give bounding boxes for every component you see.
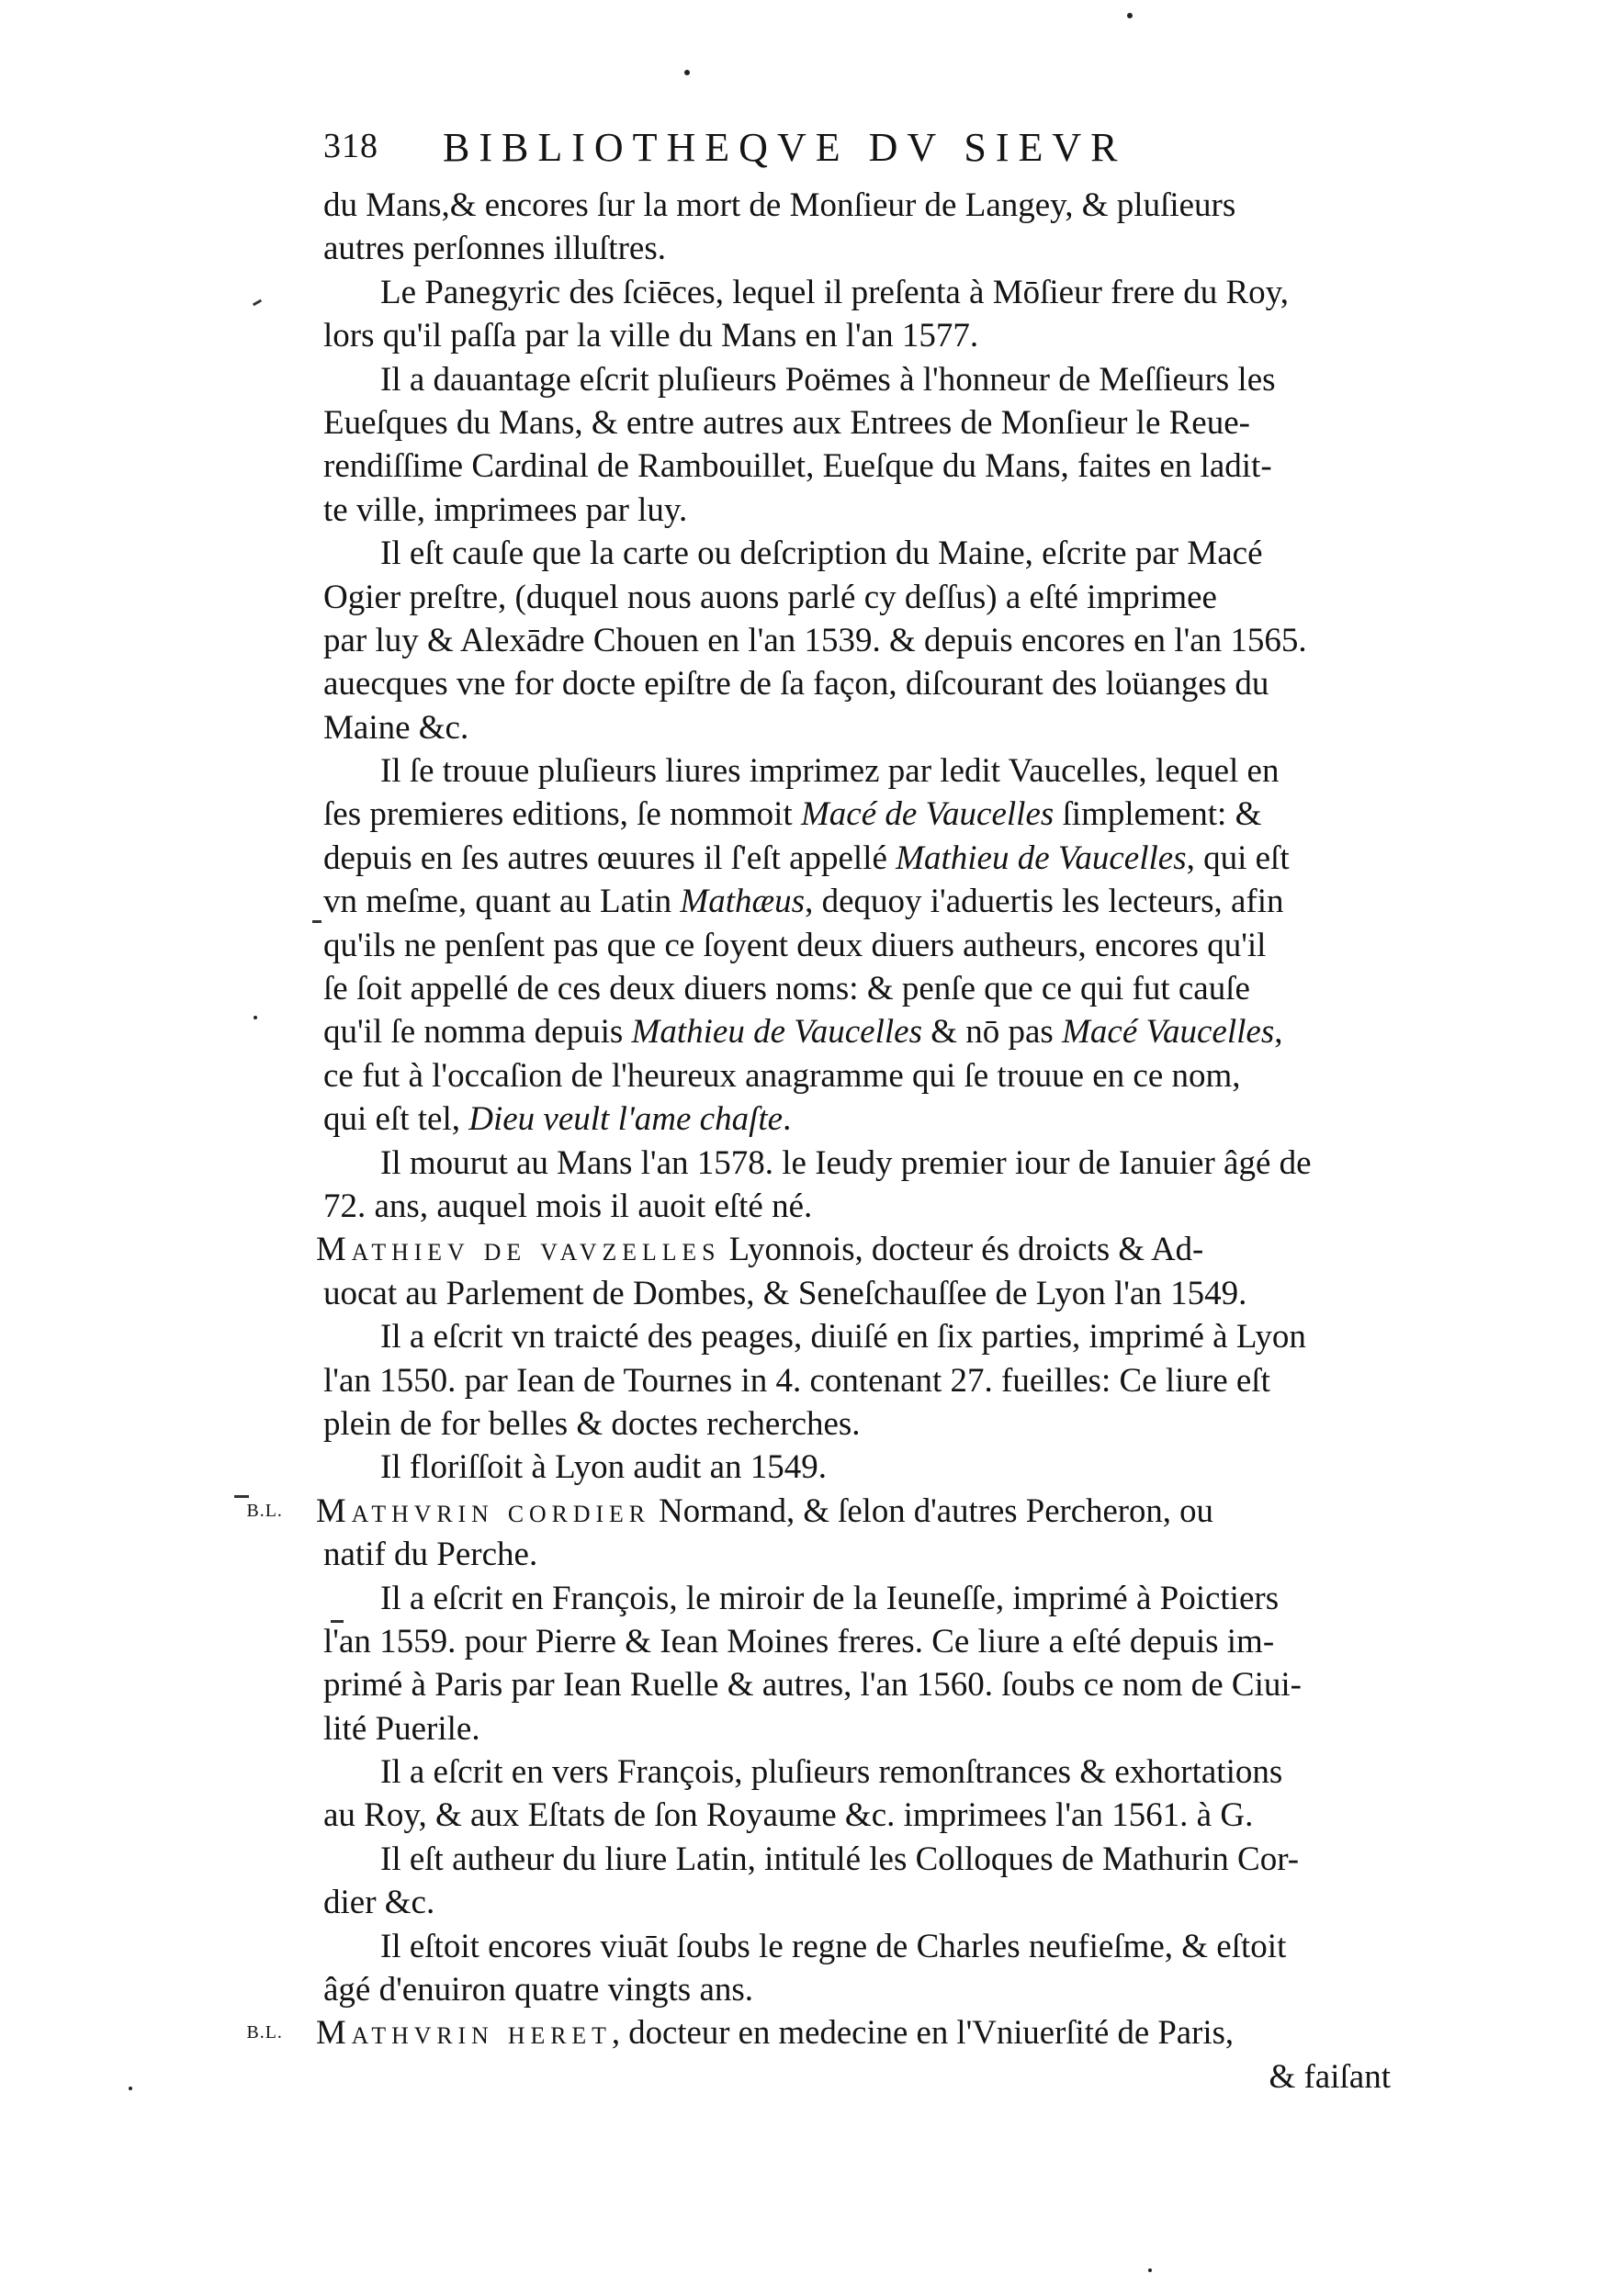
text-line: Il floriſſoit à Lyon audit an 1549. [380,1448,828,1487]
text-line: qui eſt tel, Dieu veult l'ame chaſte. [323,1100,792,1139]
text-line: Il a eſcrit vn traicté des peages, diuiſé en ſix parties, imprimé à Lyon [380,1318,1306,1356]
margin-marker: B.L. [246,1500,283,1521]
text-line: Il a eſcrit en François, le miroir de la Ieuneſſe, imprimé à Poictiers [380,1579,1280,1617]
text-line: dier &c. [323,1884,435,1922]
margin-marker: B.L. [246,2022,283,2043]
ink-speck [684,70,690,75]
running-head: BIBLIOTHEQVE DV SIEVR [443,125,1127,170]
margin-mark [234,1495,249,1498]
text-line: qu'il ſe nomma depuis Mathieu de Vaucelles & nō pas Macé Vaucelles, [323,1013,1283,1052]
text-line: Il eſt autheur du liure Latin, intitulé les Colloques de Mathurin Cor- [380,1840,1300,1878]
ink-speck [1148,2268,1152,2272]
text-line: ce fut à l'occaſion de l'heureux anagramme qui ſe trouue en ce nom, [323,1056,1241,1095]
text-line: plein de for belles & doctes recherches. [323,1404,861,1443]
text-line: primé à Paris par Iean Ruelle & autres, l'an 1560. ſoubs ce nom de Ciui- [323,1666,1302,1705]
text-line: âgé d'enuiron quatre vingts ans. [323,1971,754,2009]
text-line: Il a dauantage eſcrit pluſieurs Poëmes à l'honneur de Meſſieurs les [380,360,1276,399]
text-line: lors qu'il paſſa par la ville du Mans en l'an 1577. [323,317,979,355]
author-name: Mathvrin cordier [316,1491,650,1530]
ink-speck [254,1016,257,1019]
text-line: au Roy, & aux Eſtats de ſon Royaume &c. imprimees l'an 1561. à G. [323,1796,1254,1835]
ink-speck [129,2087,132,2090]
author-name: Mathvrin heret [316,2014,612,2053]
text-line: autres perſonnes illuſtres. [323,230,666,268]
text-line: Maine &c. [323,708,469,747]
entry-heading: B.L. Mathvrin heret, docteur en medecine en l'Vniuerſité de Paris, [316,2011,1427,2054]
text-line: rendiſſime Cardinal de Rambouillet, Eueſque du Mans, faites en ladit- [323,447,1272,486]
text-line: Il eſt cauſe que la carte ou deſcription du Maine, eſcrite par Macé [380,535,1263,573]
text-line: Le Panegyric des ſciēces, lequel il preſenta à Mōſieur frere du Roy, [380,273,1290,311]
text-line: te ville, imprimees par luy. [323,490,688,529]
text-line: l'an 1550. par Iean de Tournes in 4. contenant 27. fueilles: Ce liure eſt [323,1361,1270,1400]
text-line: Il mourut au Mans l'an 1578. le Ieudy premier iour de Ianuier âgé de [380,1143,1312,1182]
text-line: natif du Perche. [323,1536,538,1574]
catchword: & faiſant [1269,2057,1391,2096]
margin-mark [312,920,321,923]
text-line: ſes premieres editions, ſe nommoit Macé de Vaucelles ſimplement: & [323,795,1262,834]
text-line: du Mans,& encores ſur la mort de Monſieur de Langey, & pluſieurs [323,186,1236,224]
text-line: uocat au Parlement de Dombes, & Seneſchauſſee de Lyon l'an 1549. [323,1274,1247,1312]
text-line: ſe ſoit appellé de ces deux diuers noms: & penſe que ce qui fut cauſe [323,970,1250,1008]
text-line: Ogier preſtre, (duquel nous auons parlé cy deſſus) a eſté imprimee [323,578,1217,616]
text-line: qu'ils ne penſent pas que ce ſoyent deux diuers autheurs, encores qu'il [323,926,1267,964]
body-text [246,184,1435,2099]
text-line: l'an 1559. pour Pierre & Iean Moines freres. Ce liure a eſté depuis im- [323,1622,1275,1660]
text-line: depuis en ſes autres œuures il ſ'eſt appellé Mathieu de Vaucelles, qui eſt [323,838,1290,877]
text-line: Il a eſcrit en vers François, pluſieurs remonſtrances & exhortations [380,1753,1283,1792]
ink-speck [1127,13,1133,18]
margin-mark [253,299,262,307]
text-line: par luy & Alexādre Chouen en l'an 1539. & depuis encores en l'an 1565. [323,621,1307,659]
text-line: auecques vne for docte epiſtre de ſa façon, diſcourant des loüanges du [323,665,1269,703]
text-line: Il eſtoit encores viuāt ſoubs le regne de Charles neufieſme, & eſtoit [380,1927,1287,1965]
text-line: lité Puerile. [323,1709,480,1748]
margin-mark [331,1620,344,1623]
text-line: 72. ans, auquel mois il auoit eſté né. [323,1187,813,1225]
text-line: Eueſques du Mans, & entre autres aux Entrees de Monſieur le Reue- [323,403,1250,442]
author-name: Mathiev de vavzelles [316,1231,721,1269]
page-number: 318 [323,127,378,165]
entry-heading: B.L. Mathvrin cordier Normand, & ſelon d'autres Percheron, ou [316,1490,1427,1533]
page-header [323,124,1269,179]
text-line: vn meſme, quant au Latin Mathæus, dequoy i'aduertis les lecteurs, afin [323,883,1284,921]
entry-heading: Mathiev de vavzelles Lyonnois, docteur és droicts & Ad- [316,1231,1204,1269]
text-line: Il ſe trouue pluſieurs liures imprimez par ledit Vaucelles, lequel en [380,752,1280,791]
